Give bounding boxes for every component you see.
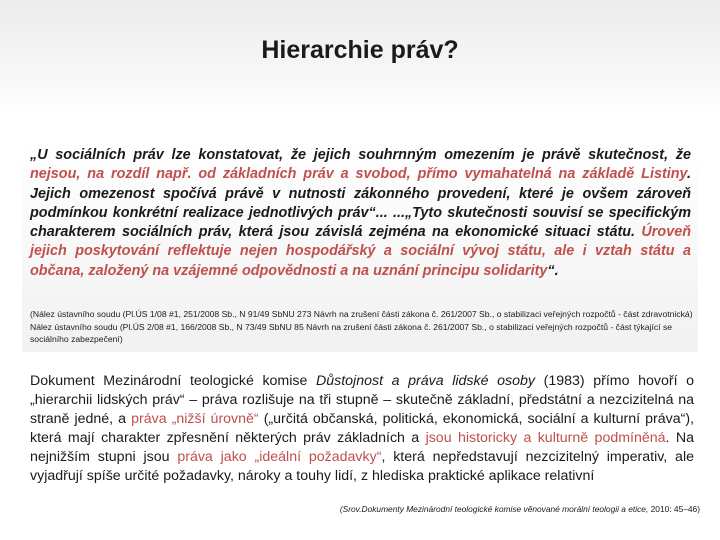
- doc-part-1: Dokument Mezinárodní teologické komise: [30, 373, 316, 389]
- quote-part-5: “.: [547, 262, 559, 279]
- doc-title-italic: Důstojnost a práva lidské osoby: [316, 373, 535, 389]
- doc-part-9: , která nepředstavují nezcizitelný imperativ, ale vyjadřují spíše určité požadavky, nároky a touhy lidí, z hlediska praktické aplikace relativní: [30, 449, 694, 485]
- doc-part-3: (1983) přímo hovoří o „hierarchii lidských práv“ – práva rozlišuje na tři stupně – skutečně základní, předstátní a nezcizitelná na straně jedné, a: [30, 373, 695, 428]
- itc-document-text: [30, 372, 694, 487]
- citation: [0, 504, 700, 514]
- quote-part-1: „U sociálních práv lze konstatovat, že jejich souhrnným omezením je právě skutečnost, že: [30, 147, 691, 163]
- slide-title: Hierarchie práv?: [261, 36, 459, 64]
- citation-pages: 2010: 45–46): [648, 504, 700, 514]
- quote-highlight-not-enforceable: nejsou, na rozdíl např. od základních práv a svobod, přímo vymahatelná na základě Listiny: [30, 166, 687, 183]
- doc-highlight-ideal-requirements: práva jako „ideální požadavky“: [177, 449, 382, 466]
- quote-part-3: . Jejich omezenost spočívá právě v nutnosti zákonného provedení, které je ovšem zároveň podmínkou konkrétní realizace jednotlivých práv“... ...„Tyto skutečnosti souvisí se specifickým charakterem sociálních práv, která jsou závislá zejména na ekonomické situaci státu.: [30, 166, 691, 241]
- doc-highlight-historically-conditioned: jsou historicky a kulturně podmíněná: [425, 430, 666, 447]
- court-ruling-note: (Nález ústavního soudu (Pl.ÚS 1/08 #1, 251/2008 Sb., N 91/49 SbNU 273 Návrh na zrušení části zákona č. 261/2007 Sb., o stabilizaci veřejných rozpočtů - část zdravotnická) Nález ústavního soudu (Pl.ÚS 2/08 #1, 166/2008 Sb., N 73/49 SbNU 85 Návrh na zrušení části zákona č. 261/2007 Sb., o stabilizaci veřejných rozpočtů - část týkající se sociálního zabezpečení): [30, 309, 693, 345]
- doc-part-5: („určitá občanská, politická, ekonomická, sociální a kulturní práva“), která mají charakter zpřesnění některých práv základních a: [30, 411, 694, 447]
- quote-highlight-solidarity: Úroveň jejich poskytování reflektuje nejen hospodářský a sociální vývoj státu, ale i vztah státu a občana, založený na vzájemné odpovědnosti a na uznání principu solidarity: [30, 224, 691, 279]
- doc-highlight-lower-rights: práva „nižší úrovně“: [131, 411, 259, 428]
- citation-source: (Srov.Dokumenty Mezinárodní teologické komise věnované morální teologii a etice,: [339, 504, 649, 514]
- court-quote: [30, 146, 691, 281]
- doc-part-7: . Na nejnižším stupni jsou: [30, 430, 694, 466]
